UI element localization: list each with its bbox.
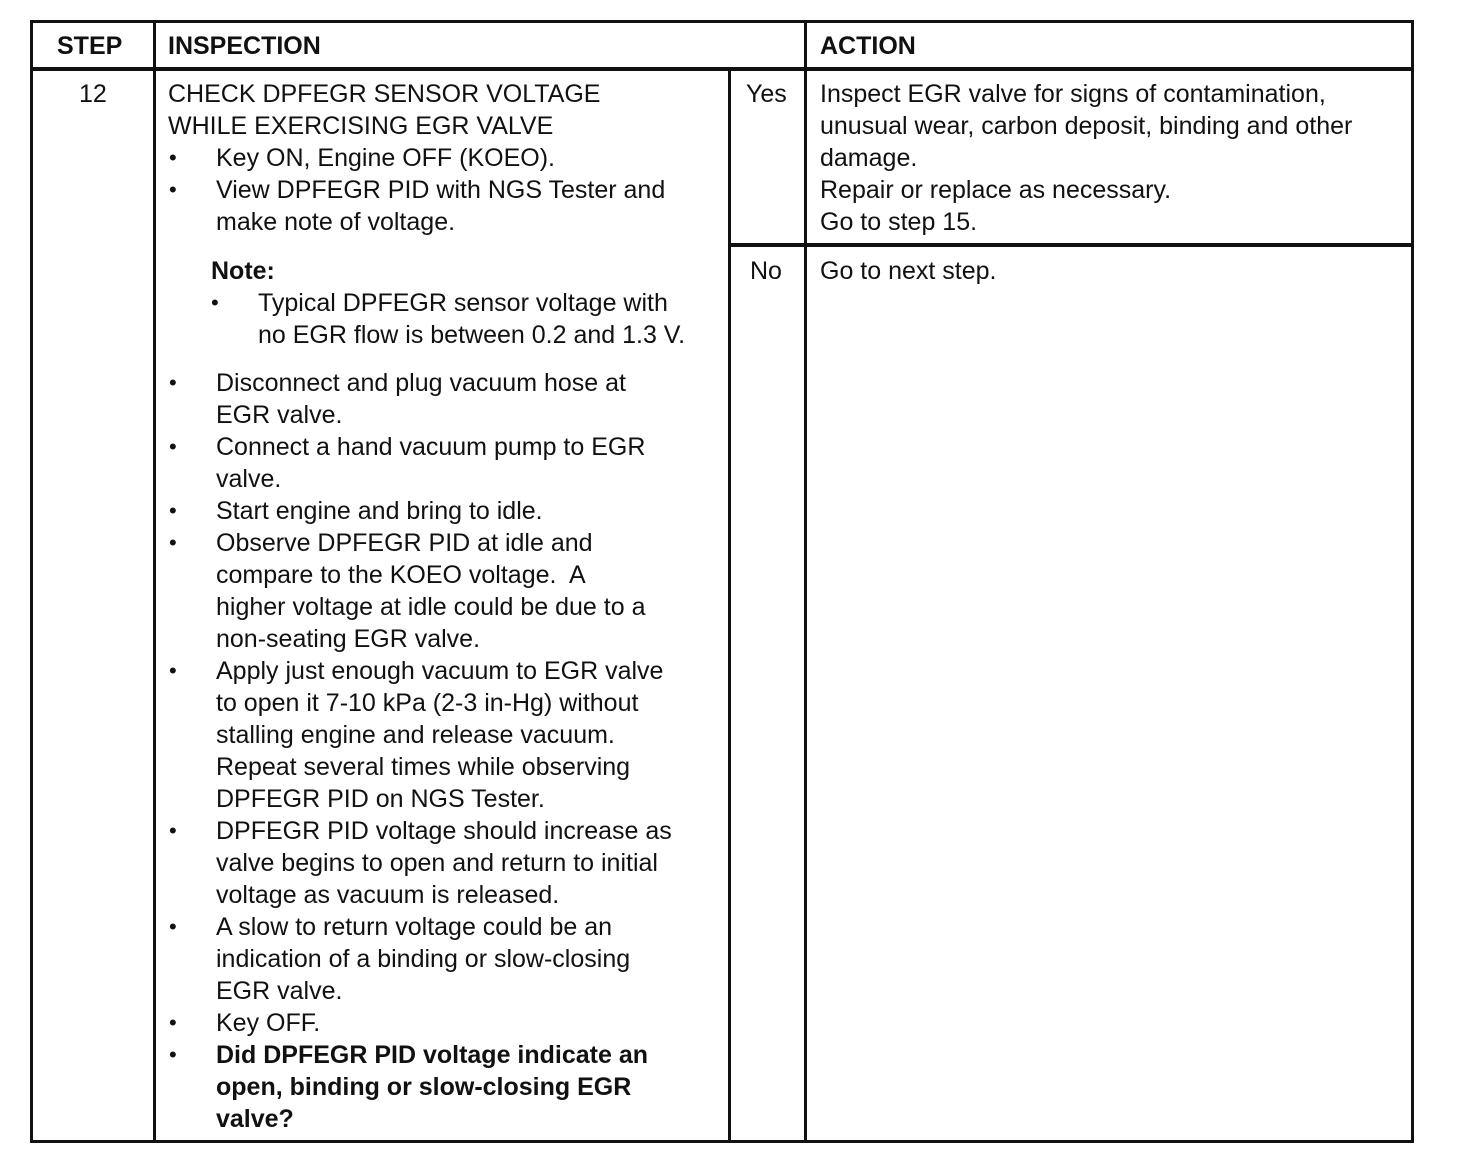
bullet-dot: • bbox=[169, 177, 177, 202]
inspection-step-line: compare to the KOEO voltage. A bbox=[216, 561, 586, 589]
inspection-question-line: Did DPFEGR PID voltage indicate an bbox=[216, 1041, 649, 1069]
inspection-step-line: View DPFEGR PID with NGS Tester and bbox=[216, 176, 666, 204]
inspection-step-line: Observe DPFEGR PID at idle and bbox=[216, 529, 593, 557]
bullet-dot: • bbox=[169, 370, 177, 395]
note-label: Note: bbox=[211, 257, 275, 285]
inspection-step-line: EGR valve. bbox=[216, 401, 343, 429]
inspection-step-line: Repeat several times while observing bbox=[216, 753, 631, 781]
bullet-dot: • bbox=[169, 914, 177, 939]
inspection-title-line: CHECK DPFEGR SENSOR VOLTAGE bbox=[168, 80, 601, 108]
bullet-dot: • bbox=[211, 290, 219, 315]
inspection-step-line: Disconnect and plug vacuum hose at bbox=[216, 369, 626, 397]
inspection-step-line: higher voltage at idle could be due to a bbox=[216, 593, 646, 621]
bullet-dot: • bbox=[169, 818, 177, 843]
inspection-step-line: DPFEGR PID on NGS Tester. bbox=[216, 785, 545, 813]
bullet-dot: • bbox=[169, 145, 177, 170]
yes-action-line: damage. bbox=[820, 144, 918, 172]
inspection-step-line: EGR valve. bbox=[216, 977, 343, 1005]
yes-action-line: Inspect EGR valve for signs of contamination, bbox=[820, 80, 1326, 108]
inspection-step-line: voltage as vacuum is released. bbox=[216, 881, 560, 909]
inspection-step-line: indication of a binding or slow-closing bbox=[216, 945, 631, 973]
inspection-step-line: Apply just enough vacuum to EGR valve bbox=[216, 657, 664, 685]
step-column-divider bbox=[153, 20, 156, 1143]
action-column-divider bbox=[804, 20, 807, 1143]
step-number: 12 bbox=[79, 80, 107, 108]
inspection-step-line: make note of voltage. bbox=[216, 208, 456, 236]
yes-no-divider bbox=[729, 243, 1414, 247]
inspection-step-line: Key ON, Engine OFF (KOEO). bbox=[216, 144, 555, 172]
note-line: no EGR flow is between 0.2 and 1.3 V. bbox=[258, 321, 686, 349]
inspection-step-line: valve. bbox=[216, 465, 282, 493]
inspection-step-line: A slow to return voltage could be an bbox=[216, 913, 613, 941]
bullet-dot: • bbox=[169, 530, 177, 555]
bullet-dot: • bbox=[169, 434, 177, 459]
header-divider bbox=[30, 67, 1414, 71]
yes-action-line: Go to step 15. bbox=[820, 208, 978, 236]
inspection-step-line: Key OFF. bbox=[216, 1009, 321, 1037]
inspection-step-line: to open it 7-10 kPa (2-3 in-Hg) without bbox=[216, 689, 639, 717]
note-line: Typical DPFEGR sensor voltage with bbox=[258, 289, 668, 317]
bullet-dot: • bbox=[169, 1010, 177, 1035]
bullet-dot: • bbox=[169, 1042, 177, 1067]
inspection-step-line: Start engine and bring to idle. bbox=[216, 497, 543, 525]
no-action-line: Go to next step. bbox=[820, 257, 997, 285]
answer-yes: Yes bbox=[746, 80, 787, 108]
inspection-step-line: DPFEGR PID voltage should increase as bbox=[216, 817, 672, 845]
header-step: STEP bbox=[57, 32, 123, 60]
inspection-title-line: WHILE EXERCISING EGR VALVE bbox=[168, 112, 554, 140]
inspection-step-line: Connect a hand vacuum pump to EGR bbox=[216, 433, 646, 461]
inspection-step-line: stalling engine and release vacuum. bbox=[216, 721, 615, 749]
inspection-step-line: non-seating EGR valve. bbox=[216, 625, 481, 653]
answer-column-divider bbox=[728, 69, 731, 1143]
header-action: ACTION bbox=[820, 32, 916, 60]
yes-action-line: unusual wear, carbon deposit, binding and other bbox=[820, 112, 1353, 140]
bullet-dot: • bbox=[169, 658, 177, 683]
header-inspection: INSPECTION bbox=[168, 32, 321, 60]
bullet-dot: • bbox=[169, 498, 177, 523]
inspection-question-line: open, binding or slow-closing EGR bbox=[216, 1073, 632, 1101]
yes-action-line: Repair or replace as necessary. bbox=[820, 176, 1172, 204]
answer-no: No bbox=[750, 257, 782, 285]
inspection-question-line: valve? bbox=[216, 1105, 294, 1133]
inspection-step-line: valve begins to open and return to initial bbox=[216, 849, 658, 877]
